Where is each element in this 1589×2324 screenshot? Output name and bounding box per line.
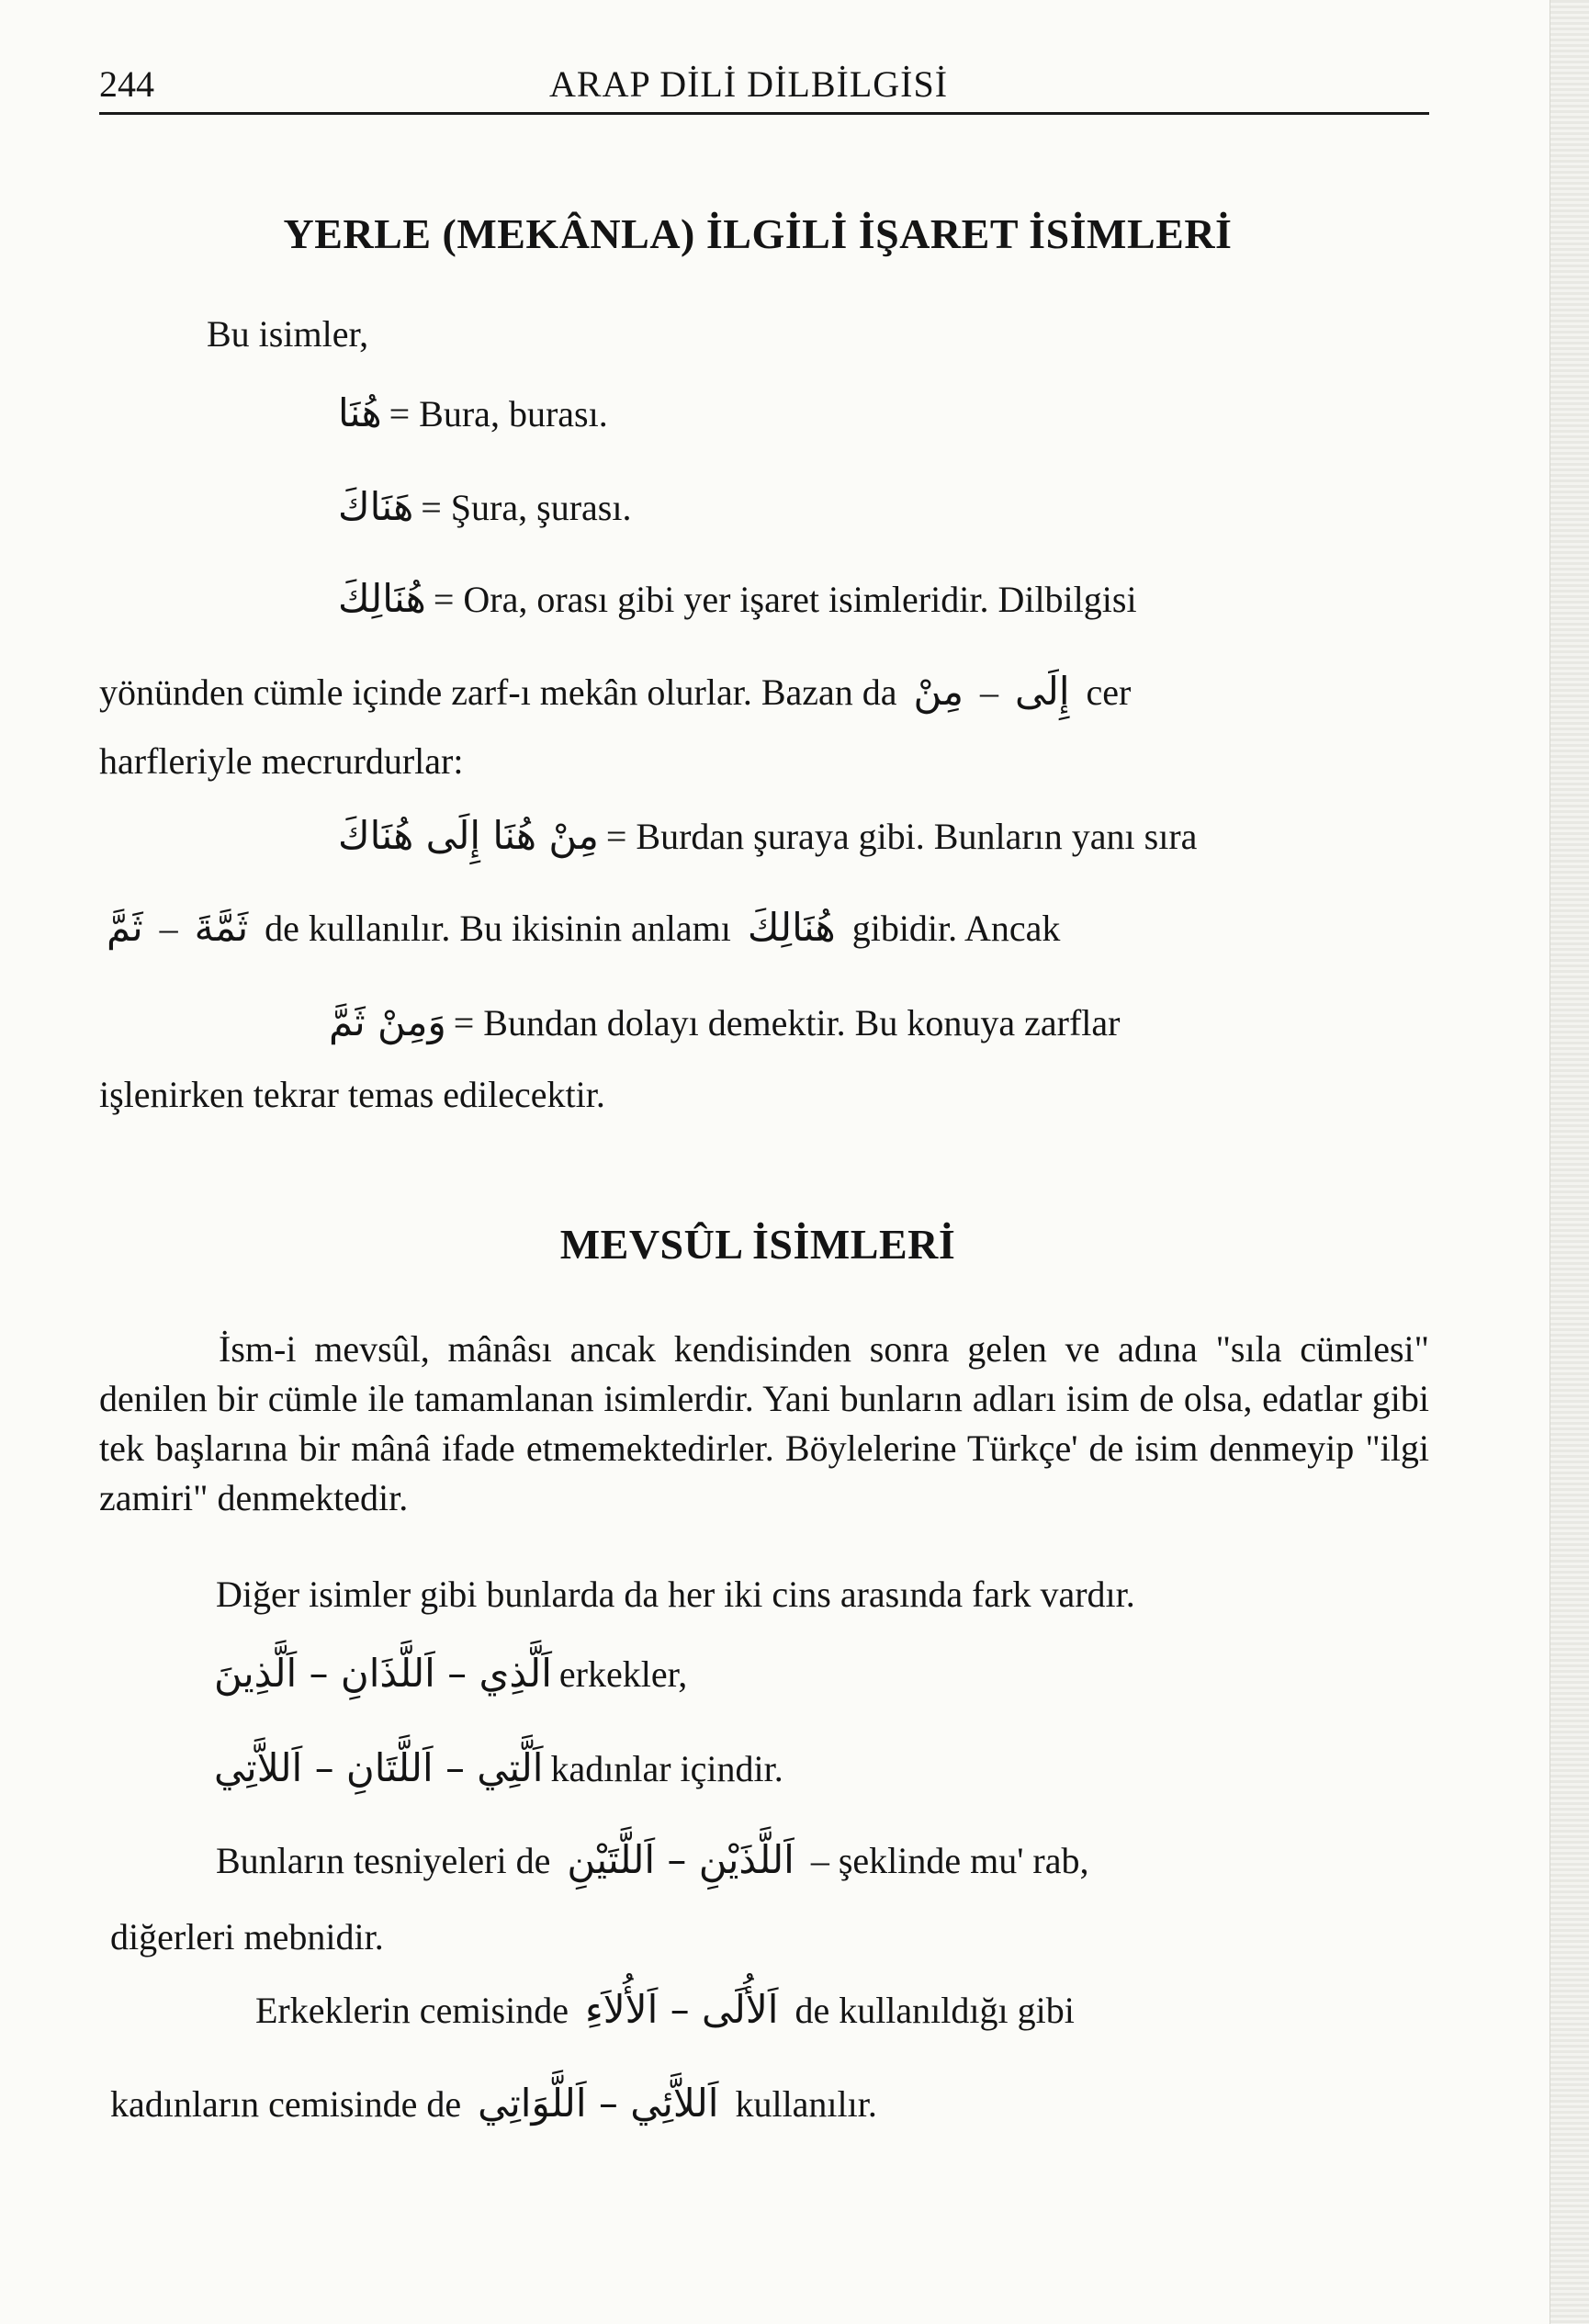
body-line-6 — [331, 813, 1197, 858]
body-line-5: harfleriyle mecrurdurlar: — [99, 740, 464, 782]
definition-text: = Bura, burası. — [389, 393, 608, 434]
page-number: 244 — [99, 63, 154, 105]
arabic-term: هَنَاكَ — [338, 484, 414, 529]
text-run: = Burdan şuraya gibi. Bunların yanı sıra — [605, 816, 1198, 857]
arabic-forms: اَللَّذَيْنِ – اَللَّتَيْنِ — [567, 1837, 794, 1882]
text-run: = Bundan dolayı demektir. Bu konuya zarflar — [453, 1002, 1121, 1044]
arabic-term: هُنَالِكَ — [338, 576, 426, 621]
page-edge — [1550, 0, 1589, 2324]
page-header — [99, 55, 1429, 115]
intro-line: Bu isimler, — [207, 313, 369, 355]
text-run: Erkeklerin cemisinde — [255, 1990, 569, 2031]
masculine-forms — [207, 1651, 687, 1696]
cemi-masc-line — [255, 1987, 1075, 2032]
text-run: yönünden cümle içinde zarf-ı mekân olurlar. Bazan da — [99, 671, 897, 713]
section-title-isaret: YERLE (MEKÂNLA) İLGİLİ İŞARET İSİMLERİ — [283, 210, 1233, 257]
body-line-7 — [99, 905, 1060, 950]
text-run: kullanılır. — [735, 2083, 877, 2125]
arabic-term: ثَمَّ — [107, 905, 143, 950]
text-run: de kullanıldığı gibi — [794, 1990, 1075, 2031]
arabic-phrase: مِنْ هُنَا إِلَى هُنَاكَ — [338, 813, 599, 858]
section-title-mevsul: MEVSÛL İSİMLERİ — [559, 1221, 956, 1268]
text-run: kadınların cemisinde de — [110, 2083, 462, 2125]
arabic-forms: اَلَّذِي – اَللَّذَانِ – اَلَّذِينَ — [214, 1651, 552, 1696]
definition-hunaa — [331, 390, 608, 435]
text-run: – şeklinde mu' rab, — [810, 1840, 1089, 1881]
text-run: erkekler, — [558, 1653, 688, 1695]
text-run: cer — [1086, 671, 1132, 713]
arabic-term: إِلَى — [1015, 669, 1070, 714]
arabic-forms: اَلَّتِي – اَللَّتَانِ – اَللاَّتِي — [214, 1745, 544, 1790]
text-run: kadınlar içindir. — [550, 1748, 783, 1789]
arabic-term: مِنْ — [913, 669, 964, 714]
text-run: de kullanılır. Bu ikisinin anlamı — [265, 908, 731, 949]
arabic-term: هُنَا — [338, 390, 382, 435]
body-line-9: işlenirken tekrar temas edilecektir. — [99, 1074, 605, 1115]
cemi-fem-line — [110, 2081, 877, 2126]
arabic-forms: اَلأُلَى – اَلأُلاَءِ — [584, 1987, 779, 2032]
body-line-4 — [99, 669, 1131, 714]
definition-hunaalika — [331, 576, 1137, 621]
separator: – — [980, 671, 999, 713]
mevsul-paragraph: İsm-i mevsûl, mânâsı ancak kendisinden sonra gelen ve adına "sıla cümlesi" denilen bir cümle ile tamamlanan isimlerdir. Yani bunların adları isim de olsa, edatlar gibi tek başlarına bir mânâ ifade etmemektedirler. Böylelerine Türkçe' de isim denmeyip "ilgi zamiri" denmektedir. — [99, 1328, 1429, 1518]
mebni-line: diğerleri mebnidir. — [110, 1916, 384, 1957]
text-run: Bunların tesniyeleri de — [216, 1840, 551, 1881]
definition-hunaaka — [331, 484, 631, 529]
separator: – — [159, 908, 178, 949]
definition-text: = Şura, şurası. — [421, 487, 632, 528]
arabic-forms: اَللاَّئِي – اَللَّوَاتِي — [478, 2081, 719, 2126]
arabic-term: هُنَالِكَ — [747, 905, 836, 950]
arabic-term: ثَمَّةَ — [194, 905, 249, 950]
body-line-8 — [321, 999, 1120, 1044]
definition-text: = Ora, orası gibi yer işaret isimleridir. Dilbilgisi — [433, 579, 1137, 620]
body-line-diger: Diğer isimler gibi bunlarda da her iki cins arasında fark vardır. — [216, 1574, 1135, 1615]
feminine-forms — [207, 1745, 783, 1790]
arabic-phrase: وَمِنْ ثَمَّ — [329, 999, 446, 1044]
text-run: gibidir. Ancak — [851, 908, 1061, 949]
running-title: ARAP DİLİ DİLBİLGİSİ — [549, 63, 949, 105]
tesniye-line — [216, 1837, 1089, 1882]
